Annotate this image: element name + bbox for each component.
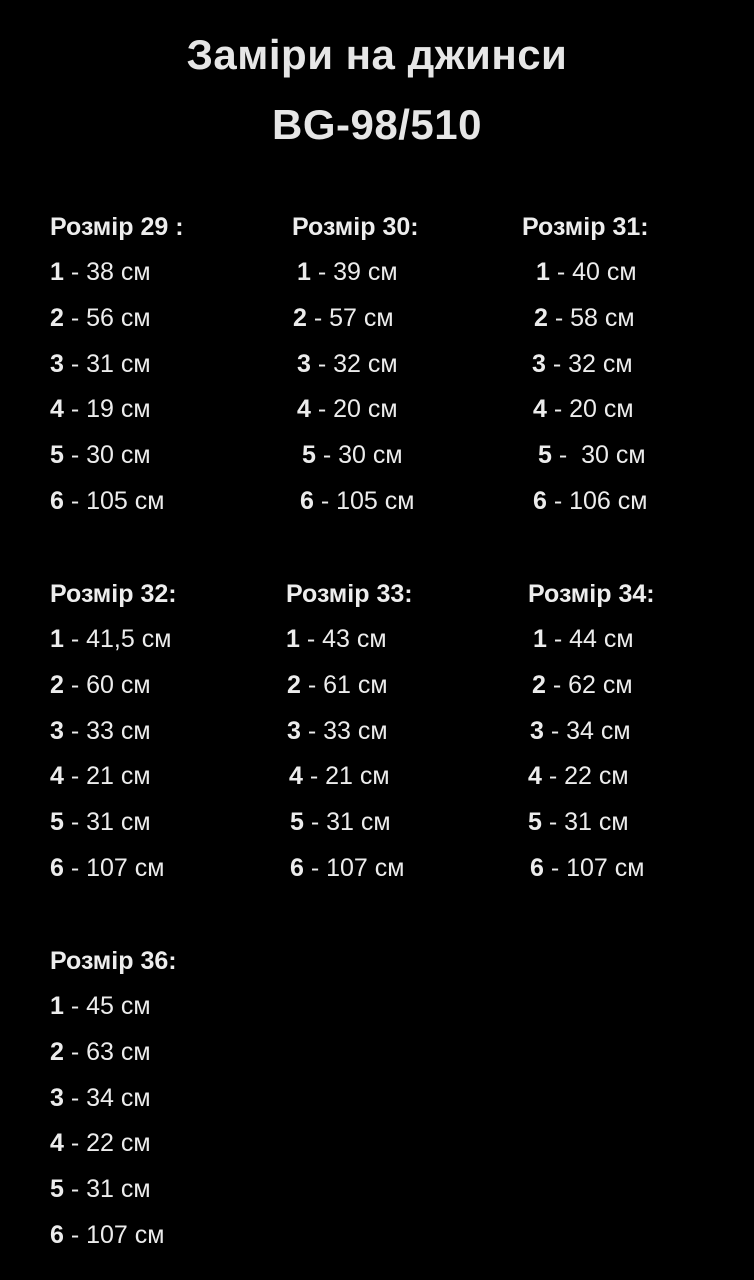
measurement-number: 3: [532, 349, 546, 378]
measurement-value: - 57 см: [306, 303, 394, 332]
size-block-33: [286, 571, 413, 892]
measurement-number: 4: [533, 395, 547, 424]
model-code: BG-98/510: [272, 101, 482, 148]
measurement-row: [50, 663, 177, 709]
measurement-number: 6: [533, 486, 547, 515]
measurement-value: - 107 см: [63, 1220, 165, 1249]
measurement-number: 5: [50, 808, 64, 837]
measurement-row: [50, 846, 177, 892]
measurement-value: - 106 см: [546, 486, 648, 515]
measurement-row: [292, 342, 419, 388]
measurement-value: - 41,5 см: [63, 625, 172, 653]
measurement-value: - 40 см: [549, 258, 637, 286]
measurement-number: 6: [530, 853, 544, 882]
measurement-value: - 20 см: [310, 395, 398, 424]
size-title: Розмір 29 :: [50, 213, 184, 241]
measurement-number: 4: [289, 762, 303, 791]
measurement-number: 5: [528, 808, 542, 837]
measurement-row: [528, 617, 655, 663]
measurement-row: [286, 617, 413, 663]
measurement-row: [50, 709, 177, 755]
measurement-value: - 58 см: [547, 303, 635, 332]
measurement-number: 5: [290, 808, 304, 837]
measurement-row: [528, 846, 655, 892]
header: [0, 20, 754, 160]
measurement-value: - 31 см: [63, 349, 151, 378]
measurement-number: 2: [50, 670, 64, 699]
measurement-row: [286, 754, 413, 800]
measurement-row: [528, 800, 655, 846]
measurement-number: 6: [300, 486, 314, 515]
measurement-row: [528, 709, 655, 755]
measurement-value: - 34 см: [543, 716, 631, 745]
measurement-row: [522, 433, 649, 479]
measurement-row: [50, 296, 184, 342]
size-title: Розмір 32:: [50, 580, 177, 608]
measurement-row: [50, 342, 184, 388]
measurement-value: - 107 см: [303, 853, 405, 882]
measurement-number: 1: [50, 258, 64, 286]
measurement-row: [50, 250, 184, 296]
measurement-number: 4: [50, 762, 64, 791]
measurement-number: 2: [534, 303, 548, 332]
size-title: Розмір 30:: [292, 213, 419, 241]
measurement-value: - 21 см: [302, 762, 390, 791]
measurement-value: - 107 см: [543, 853, 645, 882]
page-title: Заміри на джинси: [186, 31, 568, 78]
measurement-value: - 31 см: [303, 808, 391, 837]
size-block-32: [50, 571, 177, 892]
measurement-row: [286, 663, 413, 709]
measurement-number: 1: [533, 625, 547, 653]
size-title: Розмір 36:: [50, 947, 177, 975]
measurement-number: 2: [50, 1037, 64, 1066]
measurement-row: [528, 663, 655, 709]
measurement-row: [50, 800, 177, 846]
measurement-number: 3: [530, 716, 544, 745]
measurement-row: [50, 1167, 177, 1213]
measurement-number: 4: [50, 395, 64, 424]
measurement-number: 3: [50, 349, 64, 378]
measurement-row: [50, 433, 184, 479]
measurement-value: - 20 см: [546, 395, 634, 424]
measurement-number: 4: [528, 762, 542, 791]
measurement-number: 6: [290, 853, 304, 882]
size-block-36: [50, 938, 177, 1259]
measurement-row: [50, 1213, 177, 1259]
measurement-value: - 107 см: [63, 853, 165, 882]
measurement-value: - 32 см: [310, 349, 398, 378]
measurement-row: [50, 479, 184, 525]
size-title: Розмір 33:: [286, 580, 413, 608]
measurement-row: [50, 1121, 177, 1167]
measurement-number: 4: [50, 1129, 64, 1158]
measurement-value: - 33 см: [63, 716, 151, 745]
measurement-number: 6: [50, 486, 64, 515]
measurement-row: [50, 984, 177, 1030]
measurement-row: [286, 800, 413, 846]
measurement-value: - 105 см: [63, 486, 165, 515]
measurement-value: - 44 см: [546, 625, 634, 653]
measurement-row: [286, 709, 413, 755]
measurement-value: - 63 см: [63, 1037, 151, 1066]
size-title: Розмір 31:: [522, 213, 649, 241]
measurement-value: - 61 см: [300, 670, 388, 699]
size-block-29: [50, 204, 184, 525]
measurement-row: [50, 387, 184, 433]
measurement-value: - 45 см: [63, 992, 151, 1020]
measurement-row: [292, 479, 419, 525]
size-title: Розмір 34:: [528, 580, 655, 608]
size-block-34: [528, 571, 655, 892]
measurement-number: 1: [286, 625, 300, 653]
measurement-row: [522, 387, 649, 433]
measurement-number: 1: [50, 992, 64, 1020]
measurement-number: 3: [297, 349, 311, 378]
measurement-value: - 19 см: [63, 395, 151, 424]
measurement-value: - 60 см: [63, 670, 151, 699]
measurement-number: 5: [50, 441, 64, 470]
measurement-number: 6: [50, 853, 64, 882]
measurement-row: [522, 250, 649, 296]
measurement-value: - 31 см: [541, 808, 629, 837]
measurement-value: - 22 см: [63, 1129, 151, 1158]
measurement-number: 4: [297, 395, 311, 424]
measurement-value: - 32 см: [545, 349, 633, 378]
measurement-value: - 105 см: [313, 486, 415, 515]
measurement-value: - 30 см: [315, 441, 403, 470]
measurement-value: - 38 см: [63, 258, 151, 286]
size-block-31: [522, 204, 649, 525]
measurement-number: 6: [50, 1220, 64, 1249]
measurement-number: 3: [50, 716, 64, 745]
measurement-row: [292, 433, 419, 479]
measurement-value: - 43 см: [299, 625, 387, 653]
measurement-number: 2: [50, 303, 64, 332]
measurement-row: [50, 754, 177, 800]
measurement-row: [292, 250, 419, 296]
measurement-value: - 62 см: [545, 670, 633, 699]
measurement-number: 1: [50, 625, 64, 653]
measurement-number: 1: [536, 258, 550, 286]
measurement-number: 5: [302, 441, 316, 470]
measurement-number: 3: [287, 716, 301, 745]
measurement-row: [286, 846, 413, 892]
measurement-number: 2: [293, 303, 307, 332]
measurement-number: 3: [50, 1083, 64, 1112]
measurement-value: - 56 см: [63, 303, 151, 332]
measurement-row: [292, 387, 419, 433]
measurement-number: 2: [287, 670, 301, 699]
measurement-row: [50, 1076, 177, 1122]
measurement-value: - 21 см: [63, 762, 151, 791]
measurement-value: - 30 см: [551, 441, 646, 470]
measurement-row: [50, 617, 177, 663]
measurement-value: - 39 см: [310, 258, 398, 286]
measurement-row: [522, 342, 649, 388]
measurement-number: 2: [532, 670, 546, 699]
measurement-number: 5: [50, 1175, 64, 1204]
measurement-row: [522, 296, 649, 342]
measurement-number: 1: [297, 258, 311, 286]
measurement-value: - 22 см: [541, 762, 629, 791]
size-block-30: [292, 204, 419, 525]
measurement-value: - 31 см: [63, 808, 151, 837]
measurement-row: [528, 754, 655, 800]
measurement-value: - 30 см: [63, 441, 151, 470]
measurement-value: - 31 см: [63, 1175, 151, 1204]
measurement-row: [522, 479, 649, 525]
measurement-row: [292, 296, 419, 342]
measurement-row: [50, 1030, 177, 1076]
measurement-value: - 33 см: [300, 716, 388, 745]
measurement-number: 5: [538, 441, 552, 470]
measurement-value: - 34 см: [63, 1083, 151, 1112]
